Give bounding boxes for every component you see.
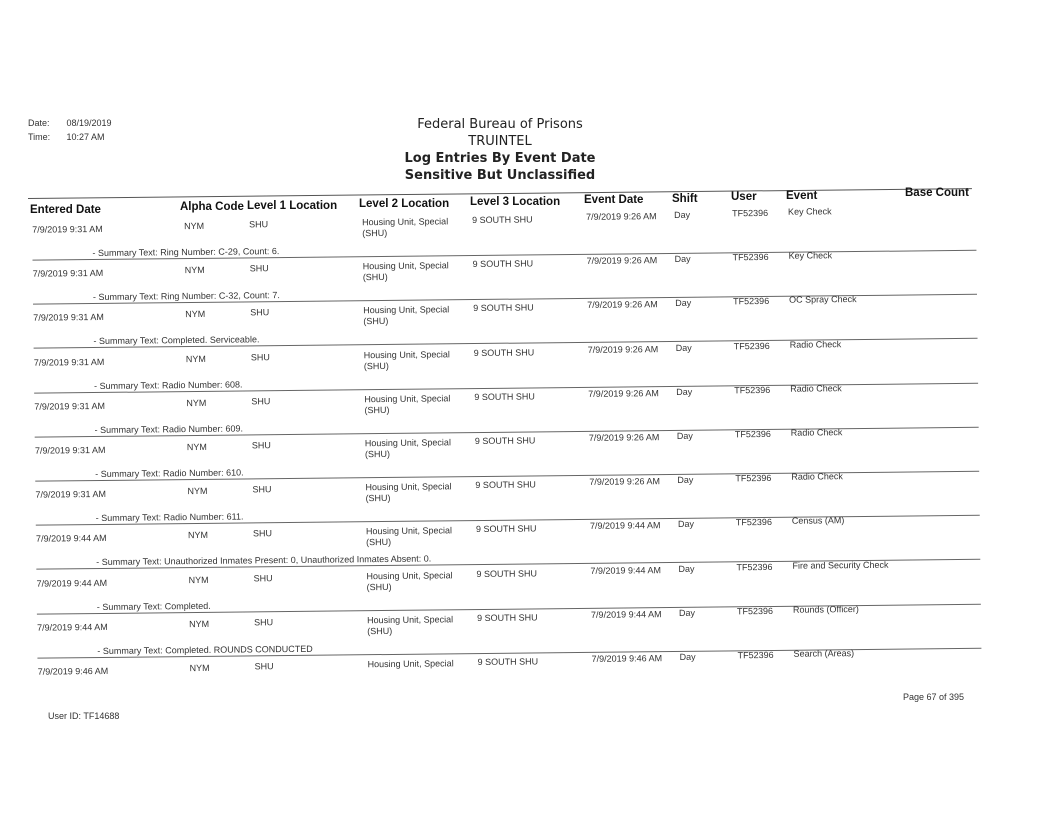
user-cell: TF52396 [733, 296, 770, 307]
shift-cell: Day [678, 563, 695, 574]
level2-cell: Housing Unit, Special (SHU) [363, 348, 450, 371]
date-label: Date: [28, 118, 50, 128]
summary-text: - Summary Text: Ring Number: C-29, Count: 6. [92, 246, 280, 259]
user-cell: TF52396 [731, 207, 769, 219]
level3-cell: 9 SOUTH SHU [475, 523, 537, 535]
user-cell: TF52396 [735, 473, 772, 484]
alpha-code-cell: NYM [184, 220, 205, 232]
col-user: User [731, 191, 757, 203]
alpha-code-cell: NYM [189, 618, 210, 629]
level2-cell: Housing Unit, Special (SHU) [363, 304, 450, 327]
user-cell: TF52396 [736, 605, 774, 617]
level2-cell: Housing Unit, Special (SHU) [365, 525, 453, 548]
alpha-code-cell: NYM [187, 486, 208, 497]
level1-cell: SHU [254, 616, 274, 628]
system-name: TRUINTEL [468, 134, 532, 149]
level3-cell: 9 SOUTH SHU [472, 258, 534, 270]
shift-cell: Day [674, 209, 691, 220]
summary-text: - Summary Text: Radio Number: 608. [94, 379, 243, 391]
level1-cell: SHU [252, 484, 272, 495]
alpha-code-cell: NYM [186, 397, 207, 408]
classification: Sensitive But Unclassified [404, 168, 596, 183]
print-time [28, 132, 105, 142]
shift-cell: Day [677, 474, 694, 486]
event-date-cell: 7/9/2019 9:26 AM [586, 255, 658, 267]
alpha-code-cell: NYM [184, 265, 205, 276]
shift-cell: Day [676, 430, 693, 441]
alpha-code-cell: NYM [185, 353, 206, 364]
event-cell: Radio Check [791, 471, 843, 482]
level1-cell: SHU [254, 661, 274, 672]
level2-cell: Housing Unit, Special (SHU) [367, 614, 454, 637]
event-date-cell: 7/9/2019 9:44 AM [590, 564, 662, 576]
entered-date-cell: 7/9/2019 9:31 AM [34, 444, 106, 456]
user-id-value: TF14688 [83, 711, 120, 721]
user-id [48, 711, 119, 721]
event-cell: Rounds (Officer) [792, 603, 859, 615]
user-cell: TF52396 [734, 384, 771, 396]
col-event: Event [786, 190, 818, 202]
entered-date-cell: 7/9/2019 9:31 AM [32, 223, 103, 235]
shift-cell: Day [678, 607, 696, 618]
level1-cell: SHU [252, 528, 273, 539]
col-shift: Shift [672, 193, 698, 205]
level1-cell: SHU [250, 351, 270, 362]
event-date-cell: 7/9/2019 9:26 AM [587, 299, 658, 311]
level2-cell: Housing Unit, Special (SHU) [362, 216, 449, 239]
level3-cell: 9 SOUTH SHU [476, 568, 538, 579]
user-cell: TF52396 [735, 517, 772, 528]
level1-cell: SHU [253, 572, 273, 583]
level3-cell: 9 SOUTH SHU [476, 612, 538, 623]
event-date-cell: 7/9/2019 9:26 AM [587, 343, 659, 355]
event-cell: OC Spray Check [789, 294, 857, 306]
shift-cell: Day [675, 298, 692, 309]
event-cell: Radio Check [790, 427, 843, 438]
entered-date-cell: 7/9/2019 9:31 AM [34, 400, 105, 412]
user-cell: TF52396 [736, 561, 773, 572]
col-level1: Level 1 Location [247, 200, 338, 212]
page-number: Page 67 of 395 [903, 692, 965, 702]
entered-date-cell: 7/9/2019 9:31 AM [32, 268, 104, 279]
alpha-code-cell: NYM [188, 574, 209, 585]
event-date-cell: 7/9/2019 9:46 AM [591, 653, 663, 664]
event-date-cell: 7/9/2019 9:44 AM [589, 520, 661, 532]
level2-cell: Housing Unit, Special (SHU) [365, 481, 452, 504]
summary-text: - Summary Text: Completed. [96, 600, 211, 612]
level2-cell: Housing Unit, Special (SHU) [362, 260, 449, 283]
level3-cell: 9 SOUTH SHU [472, 214, 533, 226]
user-cell: TF52396 [733, 340, 770, 351]
level2-cell: Housing Unit, Special (SHU) [364, 393, 451, 416]
user-id-label: User ID: [48, 711, 82, 721]
entered-date-cell: 7/9/2019 9:31 AM [35, 489, 107, 500]
user-cell: TF52396 [732, 252, 769, 263]
event-cell: Census (AM) [791, 515, 845, 527]
alpha-code-cell: NYM [189, 662, 210, 674]
level2-cell: Housing Unit, Special (SHU) [366, 569, 453, 592]
summary-text: - Summary Text: Completed. Serviceable. [93, 334, 260, 347]
time-value: 10:27 AM [66, 132, 105, 142]
col-alpha-code: Alpha Code [180, 201, 244, 213]
col-level3: Level 3 Location [470, 196, 561, 208]
print-date [28, 118, 112, 128]
date-value: 08/19/2019 [66, 118, 112, 128]
entered-date-cell: 7/9/2019 9:44 AM [36, 577, 108, 589]
col-level2: Level 2 Location [359, 198, 450, 210]
level1-cell: SHU [250, 307, 270, 318]
level2-cell: Housing Unit, Special (SHU) [364, 437, 451, 460]
level3-cell: 9 SOUTH SHU [477, 656, 539, 668]
summary-text: - Summary Text: Unauthorized Inmates Present: 0, Unauthorized Inmates Absent: 0. [96, 553, 432, 568]
level3-cell: 9 SOUTH SHU [474, 391, 535, 402]
event-cell: Radio Check [790, 383, 842, 394]
alpha-code-cell: NYM [187, 530, 209, 541]
level3-cell: 9 SOUTH SHU [475, 479, 536, 491]
entered-date-cell: 7/9/2019 9:31 AM [33, 356, 105, 368]
entered-date-cell: 7/9/2019 9:44 AM [35, 533, 107, 545]
event-date-cell: 7/9/2019 9:26 AM [588, 387, 659, 399]
entered-date-cell: 7/9/2019 9:46 AM [37, 665, 109, 677]
summary-text: - Summary Text: Radio Number: 609. [94, 423, 244, 435]
col-entered-date: Entered Date [30, 204, 101, 216]
entered-date-cell: 7/9/2019 9:44 AM [37, 621, 108, 633]
event-cell: Key Check [788, 250, 833, 261]
event-cell: Fire and Security Check [792, 559, 889, 571]
summary-text: - Summary Text: Ring Number: C-32, Count: 7. [92, 290, 280, 303]
level1-cell: SHU [251, 395, 271, 407]
event-date-cell: 7/9/2019 9:26 AM [589, 476, 660, 488]
level1-cell: SHU [251, 440, 271, 451]
shift-cell: Day [676, 386, 693, 397]
level1-cell: SHU [249, 263, 269, 274]
level2-cell: Housing Unit, Special [367, 658, 454, 670]
col-base-count: Base Count [905, 187, 969, 199]
user-cell: TF52396 [734, 428, 771, 440]
level3-cell: 9 SOUTH SHU [474, 435, 536, 447]
alpha-code-cell: NYM [185, 309, 206, 320]
summary-text: - Summary Text: Radio Number: 610. [95, 467, 244, 480]
entered-date-cell: 7/9/2019 9:31 AM [33, 312, 104, 324]
alpha-code-cell: NYM [186, 441, 207, 453]
event-date-cell: 7/9/2019 9:44 AM [590, 608, 662, 620]
summary-text: - Summary Text: Completed. ROUNDS CONDUCTED [97, 643, 313, 656]
agency-name: Federal Bureau of Prisons [417, 117, 583, 132]
shift-cell: Day [675, 342, 692, 353]
event-date-cell: 7/9/2019 9:26 AM [588, 432, 660, 443]
event-cell: Radio Check [789, 338, 842, 350]
col-event-date: Event Date [584, 194, 644, 206]
event-cell: Search (Areas) [793, 648, 855, 659]
shift-cell: Day [679, 651, 696, 662]
time-label: Time: [28, 132, 51, 142]
shift-cell: Day [674, 253, 691, 265]
report-name: Log Entries By Event Date [404, 151, 596, 166]
user-cell: TF52396 [737, 649, 774, 661]
event-cell: Key Check [787, 206, 832, 217]
summary-text: - Summary Text: Radio Number: 611. [95, 511, 244, 524]
event-date-cell: 7/9/2019 9:26 AM [586, 211, 657, 222]
level1-cell: SHU [249, 219, 269, 230]
shift-cell: Day [677, 519, 694, 530]
report-title [400, 116, 600, 184]
level3-cell: 9 SOUTH SHU [473, 347, 535, 358]
level3-cell: 9 SOUTH SHU [473, 302, 534, 314]
